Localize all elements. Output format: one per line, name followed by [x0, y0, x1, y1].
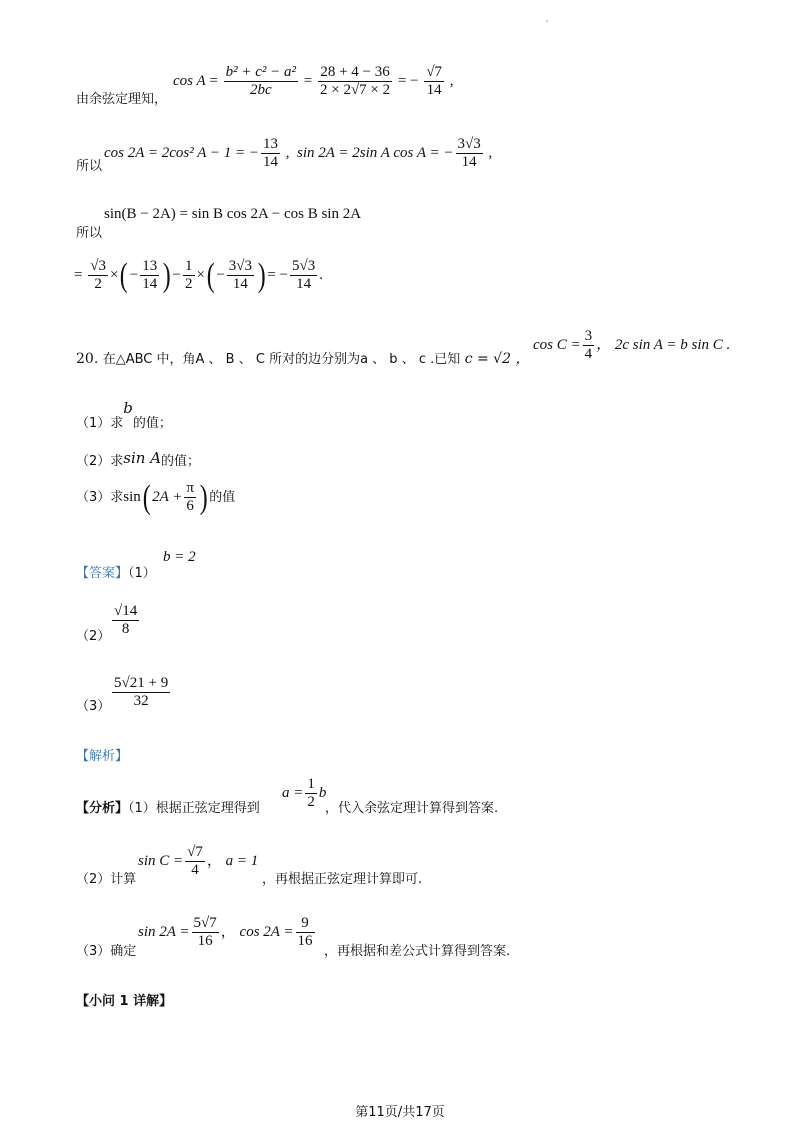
answer-label: 【答案】 [76, 566, 129, 581]
analysis-step-2-tail: ，再根据正弦定理计算即可. [262, 872, 423, 887]
cosA-term: cos A [173, 72, 206, 89]
problem-text-c: a 、 b 、 c .已知 [360, 352, 461, 367]
question-1: （1）求b的值； [76, 399, 172, 431]
analysis-step-3-label: （3）确定 [76, 944, 137, 959]
answer-1-expression: b = 2 [163, 549, 196, 565]
cos2A-expression: cos 2A = 2cos² A − 1 = − [104, 144, 259, 161]
problem-20-statement [76, 348, 529, 368]
fraction-3sqrt3-14-b: $\frac{3√3}{14}$ [228, 258, 253, 292]
analysis-step-3-expression: sin 2A = $\frac{5√7}{16}$ ， cos 2A = $\frac{9}{16}$ [138, 915, 313, 949]
fraction-sqrt3-2: $\frac{√3}{2}$ [90, 258, 106, 292]
problem-text-b: A 、 B 、 C 所对的边分别为 [195, 352, 361, 367]
fraction-3sqrt3-14: $\frac{3√3}{14}$ [457, 136, 481, 170]
answer-line-1: 【答案】（1） [76, 566, 156, 581]
question-2: （2）求sin A的值； [76, 449, 201, 469]
analysis-label: 【解析】 [76, 749, 129, 764]
solution-line-1-label: 由余弦定理知， [76, 92, 168, 107]
page-number-footer: 第11页/共17页 [355, 1105, 445, 1120]
given-sine-relation: ， 2c sin A = b sin C . [596, 336, 731, 353]
q2-variable: sin A [123, 449, 162, 467]
answer-3-label: （3） [76, 699, 111, 714]
fraction-result: $\frac{√7}{14}$ [426, 64, 443, 98]
detail-heading: 【小问 1 详解】 [76, 994, 173, 1009]
q1-variable: b [123, 399, 133, 417]
scan-speck [546, 20, 548, 22]
analysis-step-1-expression: a = $\frac{1}{2}$ b [282, 776, 327, 810]
fraction-13-14: $\frac{13}{14}$ [263, 136, 278, 170]
analysis-step-1-tail: ，代入余弦定理计算得到答案. [325, 801, 499, 816]
fenxi-label: 【分析】 [76, 801, 129, 816]
solution-line-3-label: 所以 [76, 226, 103, 241]
fraction-substituted: $\frac{28 + 4 - 36}{2 \times 2√7 \times 2}$ [319, 64, 391, 98]
solution-line-1-formula: cos A = $\frac{\text{b² + c² − a²}}{2bc}$ = $\frac{28 + 4 - 36}{2 \times 2√7 \times 2}$ = − $\frac{√7}{14}$ , [173, 64, 454, 98]
problem-text-a: 在△ABC 中，角 [102, 352, 196, 367]
answer-2-expression: $\frac{√14}{8}$ [114, 603, 138, 637]
solution-line-2-formula: cos 2A = 2cos² A − 1 = − $\frac{13}{14}$ , sin 2A = 2sin A cos A = − $\frac{3√3}{14}$ , [104, 136, 493, 170]
fraction-5sqrt3-14: $\frac{5√3}{14}$ [292, 258, 316, 292]
answer-2-label: （2） [76, 629, 111, 644]
analysis-step-3-tail: ，再根据和差公式计算得到答案. [324, 944, 511, 959]
solution-line-3-formula: sin(B − 2A) = sin B cos 2A − cos B sin 2A [104, 206, 362, 222]
solution-line-4-formula: = $\frac{√3}{2}$ ×( − $\frac{13}{14}$ ) − $\frac{1}{2}$ ×( − $\frac{3√3}{14}$ ) = − $\frac{5√3}{14}$ . [74, 256, 323, 294]
solution-line-2-label: 所以 [76, 159, 103, 174]
q3-expression: sin( 2A + $\frac{\pi}{6}$ ) [123, 478, 208, 516]
answer-3-expression: $\frac{5√21 + 9}{32}$ [114, 675, 169, 709]
analysis-step-1: 【分析】（1）根据正弦定理得到 [76, 801, 260, 816]
given-cosC: cos C = $\frac{3}{4}$ ， 2c sin A = b sin C . [533, 328, 731, 362]
analysis-step-2-label: （2）计算 [76, 872, 137, 887]
sin2A-expression: sin 2A = 2sin A cos A = − [297, 144, 454, 161]
fraction-13-14-b: $\frac{13}{14}$ [142, 258, 158, 292]
analysis-step-2-expression: sin C = $\frac{√7}{4}$ ， a = 1 [138, 844, 259, 878]
fraction-cosine-law: $\frac{\text{b² + c² − a²}}{2bc}$ [225, 64, 297, 98]
given-c: c = √2 ， [464, 351, 530, 367]
problem-number: 20. [76, 351, 99, 367]
fraction-1-2: $\frac{1}{2}$ [185, 258, 193, 292]
question-3: （3）求sin( 2A + $\frac{\pi}{6}$ ) 的值 [76, 478, 236, 516]
